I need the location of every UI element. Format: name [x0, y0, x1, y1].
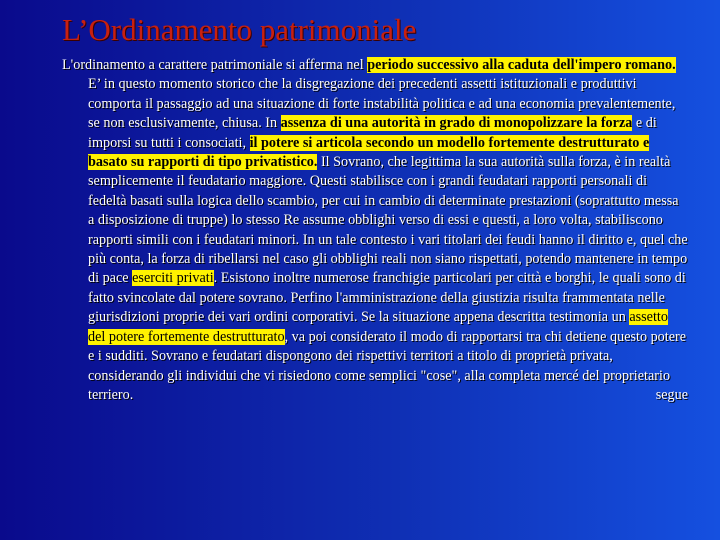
text-segment: , va poi considerato il modo di rapportarsi tra chi detiene questo potere e i sudditi. Sovrano e feudatari dispongono dei rispettivi territori a titolo di proprietà privata, considerando gli individui che vi risiedono come semplici "cose", alla completa mercé del proprietario terriero. — [88, 328, 687, 403]
text-segment: Il Sovrano, che legittima la sua autorità sulla forza, è in realtà semplicemente il feudatario maggiore. Questi stabilisce con i grandi feudatari rapporti personali di fedeltà basati sulla logica dello scambio, per cui in cambio di determinate prestazioni (soprattutto messa a disposizione di truppe) lo stesso Re assume obblighi verso di essi e questi, a loro volta, stabiliscono rapporti simili con i feudatari minori. In un tale contesto i vari titolari dei feudi hanno il diritto e, quel che più conta, la forza di ribellarsi nel caso gli obblighi reali non siano rispettati, potendo mantenere in tempo di pace — [88, 154, 688, 287]
highlighted-text: periodo successivo alla caduta dell'impero romano. — [367, 57, 676, 73]
highlighted-text: assenza di una autorità in grado di monopolizzare la forza — [280, 115, 633, 132]
text-segment: L'ordinamento a carattere patrimoniale si afferma nel — [62, 57, 368, 73]
slide-title: L’Ordinamento patrimoniale — [62, 12, 417, 47]
highlighted-text: il potere si articola secondo un modello fortemente destrutturato e basato su rapporti di tipo privatistico. — [88, 134, 650, 171]
text-segment: e di imporsi su tutti i consociati, — [88, 115, 657, 151]
highlighted-text: assetto del potere fortemente destrutturato — [88, 309, 668, 345]
text-segment: E’ in questo momento storico che la disgregazione dei precedenti assetti istituzionali e produttivi comporta il passaggio ad una situazione di forte instabilità politica e ad una economia prevalentemente, se non esclusivamente, chiusa. In — [88, 76, 676, 132]
next-slide-link[interactable]: segue — [655, 386, 688, 403]
text-segment: . Esistono inoltre numerose franchigie particolari per città e borghi, le quali sono di fatto svincolate dal potere sovrano. Perfino l'amministrazione della giustizia risulta frammentata nelle giurisdizioni proprie dei vari ordini corporativi. Se la situazione appena descritta testimonia un — [88, 270, 686, 326]
highlighted-text: eserciti privati — [132, 270, 214, 287]
slide-body-text — [62, 56, 688, 405]
